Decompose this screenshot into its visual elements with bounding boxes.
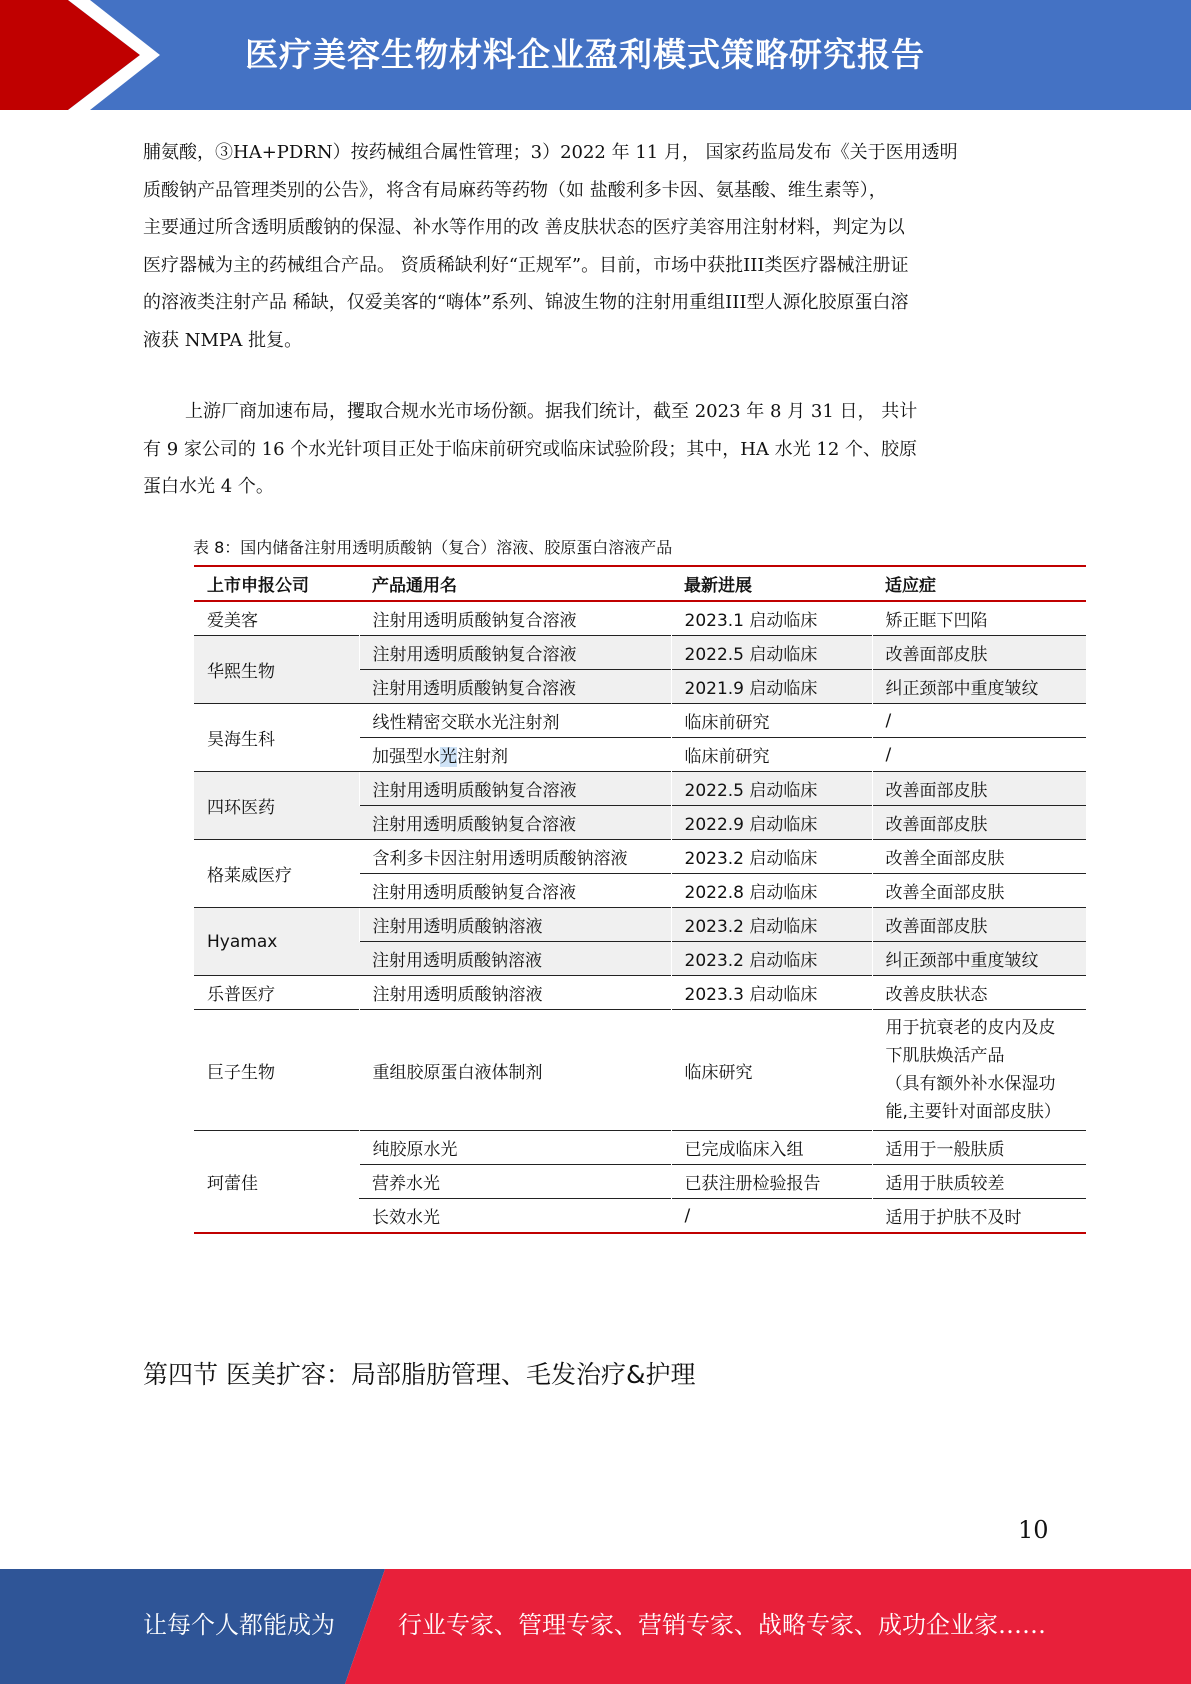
paragraph-regulation xyxy=(143,134,1048,359)
footer-slogan-left: 让每个人都能成为 xyxy=(143,1611,335,1639)
company-cell: 昊海生科 xyxy=(194,704,359,772)
indication-cell: 矫正眶下凹陷 xyxy=(872,601,1086,636)
company-cell: 乐普医疗 xyxy=(194,976,359,1010)
indication-cell: 纠正颈部中重度皱纹 xyxy=(872,670,1086,704)
progress-cell: 2022.5 启动临床 xyxy=(671,636,872,670)
paragraph-line: 的溶液类注射产品 稀缺，仅爱美客的“嗨体”系列、锦波生物的注射用重组III型人源化胶原蛋白溶 xyxy=(143,292,909,313)
page-number: 10 xyxy=(1018,1516,1049,1544)
product-cell xyxy=(359,738,671,772)
table-row xyxy=(194,1010,1086,1131)
progress-cell: 2022.9 启动临床 xyxy=(671,806,872,840)
product-cell: 线性精密交联水光注射剂 xyxy=(359,704,671,738)
company-cell: 格莱威医疗 xyxy=(194,840,359,908)
table-row xyxy=(194,976,1086,1010)
indication-line: （具有额外补水保湿功 xyxy=(885,1074,1056,1094)
indication-cell: 改善面部皮肤 xyxy=(872,806,1086,840)
company-cell: 爱美客 xyxy=(194,601,359,636)
paragraph-line: 质酸钠产品管理类别的公告》，将含有局麻药等药物（如 盐酸利多卡因、氨基酸、维生素等）， xyxy=(143,179,887,201)
indication-cell: 改善皮肤状态 xyxy=(872,976,1086,1010)
indication-cell: 改善全面部皮肤 xyxy=(872,874,1086,908)
product-table xyxy=(194,565,1086,1234)
product-cell: 纯胶原水光 xyxy=(359,1131,671,1165)
indication-cell: / xyxy=(872,704,1086,738)
indication-line: 能,主要针对面部皮肤） xyxy=(885,1102,1061,1122)
progress-cell: 已获注册检验报告 xyxy=(671,1165,872,1199)
company-cell: 华熙生物 xyxy=(194,636,359,704)
progress-cell: 2022.5 启动临床 xyxy=(671,772,872,806)
company-cell: 巨子生物 xyxy=(194,1010,359,1131)
product-cell: 注射用透明质酸钠复合溶液 xyxy=(359,772,671,806)
table-row xyxy=(194,772,1086,806)
table-row xyxy=(194,601,1086,636)
indication-line: 用于抗衰老的皮内及皮 xyxy=(885,1018,1056,1038)
table-row xyxy=(194,704,1086,738)
product-cell: 注射用透明质酸钠复合溶液 xyxy=(359,806,671,840)
footer-slogan-right: 行业专家、管理专家、营销专家、战略专家、成功企业家…… xyxy=(398,1611,1046,1639)
product-cell: 含利多卡因注射用透明质酸钠溶液 xyxy=(359,840,671,874)
indication-line: 下肌肤焕活产品 xyxy=(885,1046,1005,1066)
column-header-progress: 最新进展 xyxy=(671,567,872,601)
indication-cell: 改善全面部皮肤 xyxy=(872,840,1086,874)
product-cell: 注射用透明质酸钠溶液 xyxy=(359,942,671,976)
paragraph-line: 脯氨酸，③HA+PDRN）按药械组合属性管理；3）2022 年 11 月， 国家药监局发布《关于医用透明 xyxy=(143,142,958,163)
paragraph-line: 液获 NMPA 批复。 xyxy=(143,329,303,351)
progress-cell: / xyxy=(671,1199,872,1233)
product-cell: 注射用透明质酸钠溶液 xyxy=(359,908,671,942)
indication-cell: 适用于护肤不及时 xyxy=(872,1199,1086,1233)
table-caption: 表 8：国内储备注射用透明质酸钠（复合）溶液、胶原蛋白溶液产品 xyxy=(193,538,673,557)
page-footer xyxy=(0,1569,1191,1684)
progress-cell: 2023.3 启动临床 xyxy=(671,976,872,1010)
product-text: 加强型水 xyxy=(372,747,440,767)
progress-cell: 2021.9 启动临床 xyxy=(671,670,872,704)
product-cell: 注射用透明质酸钠复合溶液 xyxy=(359,874,671,908)
progress-cell: 2023.2 启动临床 xyxy=(671,840,872,874)
progress-cell: 临床研究 xyxy=(671,1010,872,1131)
paragraph-line: 蛋白水光 4 个。 xyxy=(143,476,274,497)
indication-cell: 改善面部皮肤 xyxy=(872,772,1086,806)
progress-cell: 2023.2 启动临床 xyxy=(671,908,872,942)
progress-cell: 临床前研究 xyxy=(671,704,872,738)
page-header xyxy=(0,0,1191,110)
company-cell: 四环医药 xyxy=(194,772,359,840)
indication-cell: 改善面部皮肤 xyxy=(872,636,1086,670)
indication-cell: 纠正颈部中重度皱纹 xyxy=(872,942,1086,976)
product-table-grid xyxy=(194,567,1086,1232)
report-title: 医疗美容生物材料企业盈利模式策略研究报告 xyxy=(245,35,925,74)
company-cell: Hyamax xyxy=(194,908,359,976)
table-row xyxy=(194,636,1086,670)
product-text: 注射剂 xyxy=(457,747,508,767)
indication-cell xyxy=(872,1010,1086,1131)
paragraph-market xyxy=(143,393,1048,506)
paragraph-line: 医疗器械为主的药械组合产品。 资质稀缺利好“正规军”。目前，市场中获批III类医疗器械注册证 xyxy=(143,254,909,276)
column-header-product: 产品通用名 xyxy=(359,567,671,601)
product-cell: 注射用透明质酸钠复合溶液 xyxy=(359,670,671,704)
column-header-indication: 适应症 xyxy=(872,567,1086,601)
table-row xyxy=(194,908,1086,942)
progress-cell: 临床前研究 xyxy=(671,738,872,772)
progress-cell: 2023.1 启动临床 xyxy=(671,601,872,636)
indication-cell: / xyxy=(872,738,1086,772)
column-header-company: 上市申报公司 xyxy=(194,567,359,601)
table-bottom-rule xyxy=(194,1232,1086,1234)
table-header-row xyxy=(194,567,1086,601)
paragraph-line: 上游厂商加速布局，攫取合规水光市场份额。据我们统计，截至 2023 年 8 月 31 日， 共计 xyxy=(185,401,918,422)
indication-cell: 适用于肤质较差 xyxy=(872,1165,1086,1199)
table-row xyxy=(194,1131,1086,1165)
company-cell: 珂蕾佳 xyxy=(194,1131,359,1233)
section-heading: 第四节 医美扩容：局部脂肪管理、毛发治疗&护理 xyxy=(143,1360,696,1389)
progress-cell: 2022.8 启动临床 xyxy=(671,874,872,908)
product-cell: 注射用透明质酸钠溶液 xyxy=(359,976,671,1010)
highlighted-selection: 光 xyxy=(440,747,457,767)
product-cell: 注射用透明质酸钠复合溶液 xyxy=(359,601,671,636)
table-row xyxy=(194,840,1086,874)
indication-cell: 改善面部皮肤 xyxy=(872,908,1086,942)
product-cell: 重组胶原蛋白液体制剂 xyxy=(359,1010,671,1131)
progress-cell: 已完成临床入组 xyxy=(671,1131,872,1165)
product-cell: 注射用透明质酸钠复合溶液 xyxy=(359,636,671,670)
indication-cell: 适用于一般肤质 xyxy=(872,1131,1086,1165)
paragraph-line: 有 9 家公司的 16 个水光针项目正处于临床前研究或临床试验阶段；其中，HA 水光 12 个、胶原 xyxy=(143,438,918,460)
progress-cell: 2023.2 启动临床 xyxy=(671,942,872,976)
paragraph-line: 主要通过所含透明质酸钠的保湿、补水等作用的改 善皮肤状态的医疗美容用注射材料，判定为以 xyxy=(143,217,905,238)
product-cell: 营养水光 xyxy=(359,1165,671,1199)
product-cell: 长效水光 xyxy=(359,1199,671,1233)
